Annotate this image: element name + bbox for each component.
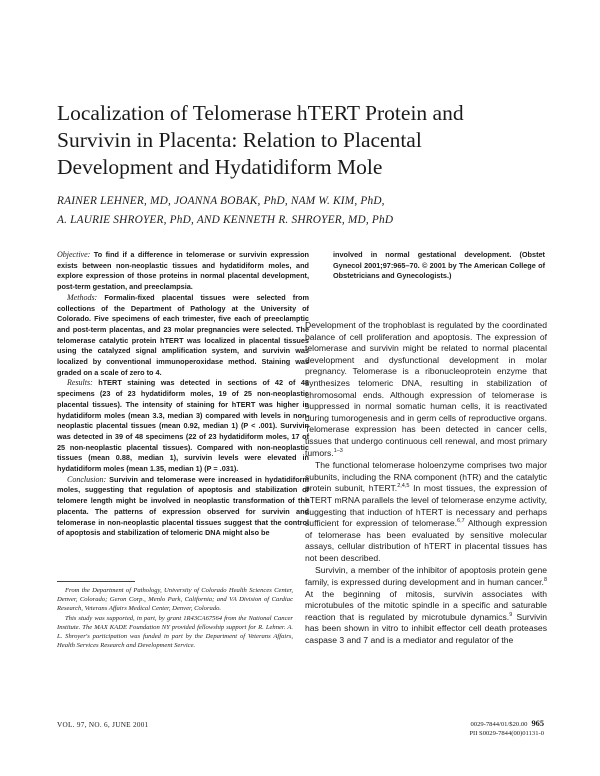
journal-issue: VOL. 97, NO. 6, JUNE 2001 [57,721,149,729]
ref-8: 8 [543,577,547,584]
body-p2c-text: Although expression of telomerase has been evaluated by sensitive molecular assays, cellular distribution of hTERT in placental tissues has not been described. [305,518,547,563]
footnotes [57,586,293,651]
body-p1-text: Development of the trophoblast is regulated by the coordinated balance of cell proliferation and apoptosis. The expression of telomerase and survivin might be related to normal placental development and dysfunctional development in molar pregnancy. Telomerase is a ribonucleoprotein enzyme that synthesizes telomeric DNA, resulting in stabilization of chromosomal ends. Although expression of telomerase is suppressed in normal somatic human cells, it is reactivated during tumorogenesis and in germ cells of reproductive organs. Telomerase expression has been detected in cancer cells, tissues that undergo continuous cell renewal, and most primary tumors. [305,320,547,458]
page-number: 965 [531,719,544,728]
issn-line [469,719,544,729]
conclusion-text: Survivin and telomerase were increased in hydatidiform moles, suggesting that regulation of apoptosis and stabilization of telomere length might be involved in neoplastic transformation of the placenta. The patterns of expression observed for survivin and telomerase in non-neoplastic placental tissues suggest that the control of apoptosis and stabilization of telomeric DNA might also be [57,474,309,538]
abstract-results [57,378,309,474]
abstract-conclusion [57,475,309,539]
title-line-2: Survivin in Placenta: Relation to Placental [57,128,422,152]
objective-label: Objective: [57,250,91,259]
body-p3c-text: Survivin has been shown in vitro to inhibit effector cell death proteases caspase 3 and 7 and is a mediator and regulator of the [305,611,547,646]
body-p3b-text: At the beginning of mitosis, survivin associates with microtubules of the mitotic spindle in a specific and saturable reaction that is regulated by microtubule dynamics. [305,588,547,622]
body-paragraph-1 [305,320,547,459]
results-label: Results: [67,378,93,388]
methods-label: Methods: [67,292,98,302]
conclusion-label: Conclusion: [67,474,107,484]
ref-2-4-5: 2,4,5 [397,483,410,490]
abstract-objective [57,250,309,293]
results-text: hTERT staining was detected in sections of 42 of 48 specimens (23 of 23 hydatidiform moles, 19 of 25 non-neoplastic placental tissues). The intensity of staining for hTERT was higher in hydatidiform moles (mean 3.3, median 3) compared with levels in non-neoplastic placental tissues (mean 0.92, median 1) (P < .001). Survivin was detected in 39 of 48 specimens (22 of 23 hydatidiform moles, 17 of 25 non-neoplastic placental tissues). Compared with non-neoplastic tissues (mean 0.88, median 1), survivin levels were elevated in hydatidiform moles (mean 1.35, median 1) (P = .031). [57,378,309,474]
objective-text: To find if a difference in telomerase or survivin expression exists between non-neoplastic tissues and hydatidiform moles, and explore expression of those proteins in normal placental development, post-term gestation, and preeclampsia. [57,250,309,292]
body-text [305,320,547,648]
methods-text: Formalin-fixed placental tissues were selected from collections of the Department of Pathology at the University of Colorado. Five specimens of each trimester, five each of preeclamptic and post-term placentas, and 23 molar pregnancies were selected. The telomerase catalytic protein hTERT was localized in placental tissues using the catalyzed signal amplification system, and survivin was localized by conventional immunoperoxidase method. Staining was graded on a scale of zero to 4. [57,292,309,377]
pii: PII S0029-7844(00)01131-0 [469,730,544,737]
article-title [57,100,557,181]
author-list [57,192,557,230]
body-paragraph-2 [305,460,547,564]
body-p3a-text: Survivin, a member of the inhibitor of apoptosis protein gene family, is expressed during development and in human cancer. [305,565,547,588]
ref-1-3: 1–3 [333,447,343,454]
abstract [57,250,309,539]
ref-9: 9 [509,611,513,618]
footnote-funding: This study was supported, in part, by grant 1R43CA67564 from the National Cancer Institute. The MAX KADE Foundation NY provided fellowship support for R. Lehner. A. L. Shroyer's participation was funded in part by the Department of Veterans Affairs, Health Services Research and Development Service. [57,615,293,649]
issn: 0029-7844/01/$20.00 [470,721,528,728]
author-line-1: RAINER LEHNER, MD, JOANNA BOBAK, PhD, NAM W. KIM, PhD, [57,195,385,207]
footnote-affiliations: From the Department of Pathology, University of Colorado Health Sciences Center, Denver, Colorado; Geron Corp., Menlo Park, California; and VA Division of Cardiac Research, Veterans Affairs Medical Center, Denver, Colorado. [57,587,293,612]
body-paragraph-3 [305,565,547,646]
author-line-2: A. LAURIE SHROYER, PhD, AND KENNETH R. SHROYER, MD, PhD [57,214,394,226]
ref-6-7: 6,7 [457,518,465,525]
footer-identifiers [469,719,544,738]
abstract-methods [57,293,309,379]
title-line-1: Localization of Telomerase hTERT Protein and [57,101,464,125]
body-p2b-text: In most tissues, the expression of hTERT mRNA parallels the level of telomerase enzyme activity, suggesting that induction of hTERT is necessary and perhaps sufficient for expression of telomerase. [305,483,547,529]
abstract-continuation: involved in normal gestational development. (Obstet Gynecol 2001;97:965–70. © 2001 by The American College of Obstetricians and Gynecologists.) [333,250,545,281]
body-p2a-text: The functional telomerase holoenzyme comprises two major subunits, including the RNA component (hTR) and the catalytic protein subunit, hTERT. [305,460,547,494]
title-line-3: Development and Hydatidiform Mole [57,155,383,179]
footnote-divider [57,581,135,582]
